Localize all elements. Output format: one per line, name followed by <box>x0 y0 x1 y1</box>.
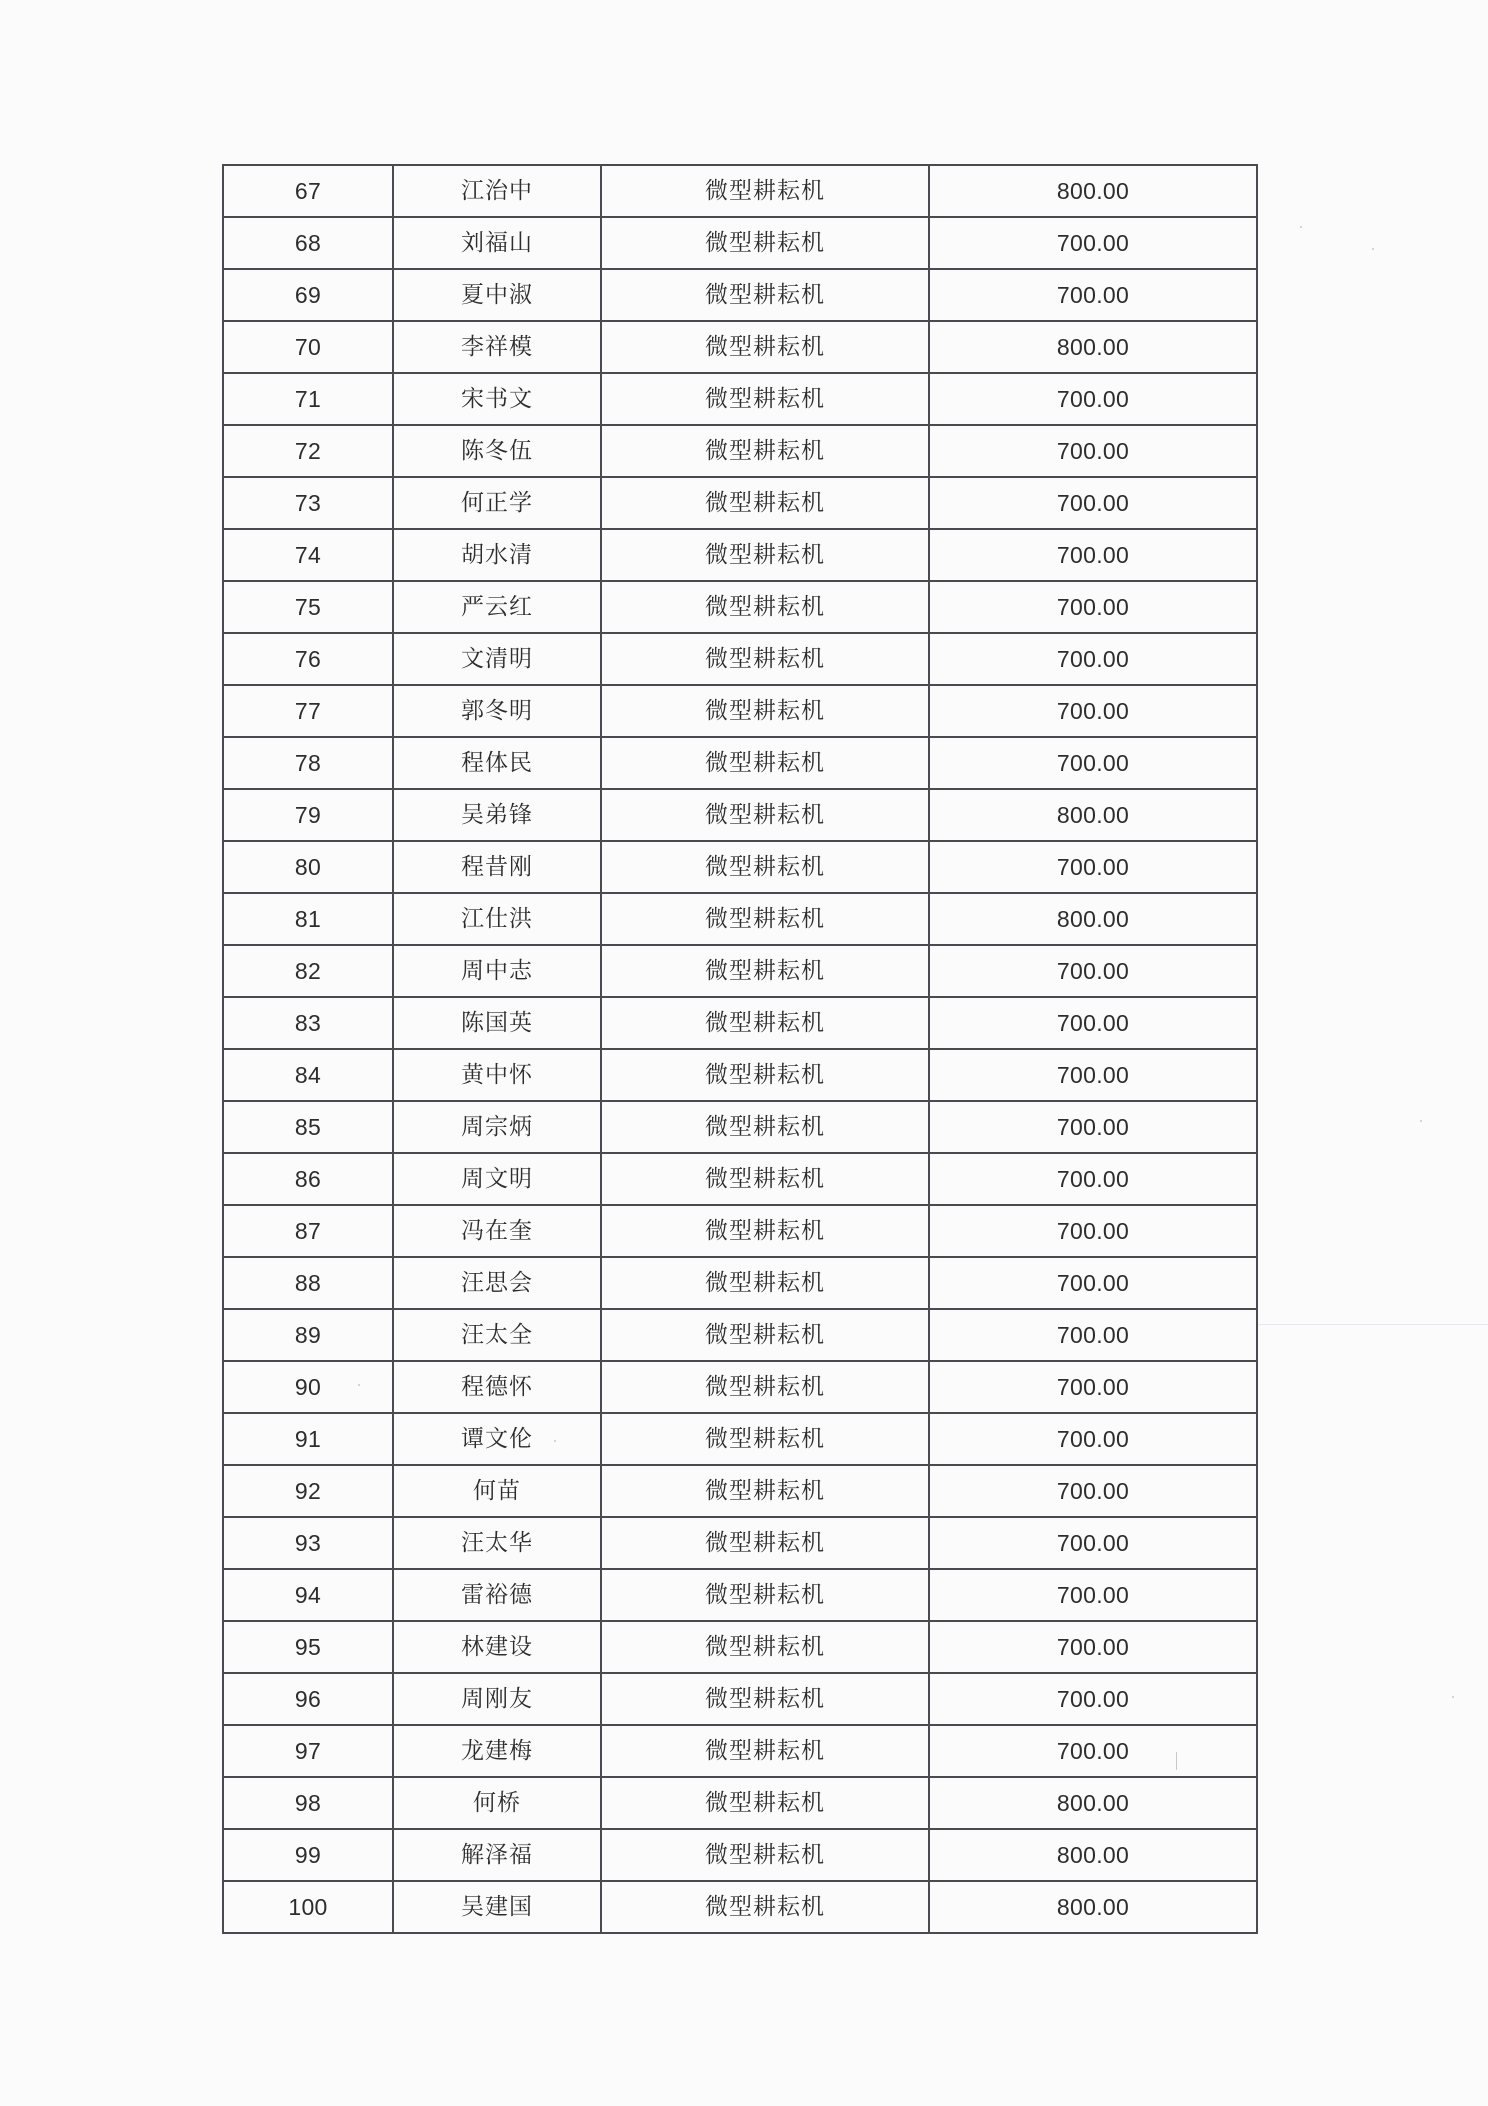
row-number-cell: 97 <box>223 1725 393 1777</box>
name-cell: 程体民 <box>393 737 601 789</box>
name-cell: 雷裕德 <box>393 1569 601 1621</box>
row-number-cell: 86 <box>223 1153 393 1205</box>
name-cell: 郭冬明 <box>393 685 601 737</box>
row-number-cell: 89 <box>223 1309 393 1361</box>
subsidy-amount-cell: 800.00 <box>929 893 1257 945</box>
table-row <box>223 1049 1257 1101</box>
row-number-cell: 84 <box>223 1049 393 1101</box>
row-number-cell: 87 <box>223 1205 393 1257</box>
machine-type-cell: 微型耕耘机 <box>601 1673 929 1725</box>
subsidy-amount-cell: 700.00 <box>929 997 1257 1049</box>
name-cell: 吴建国 <box>393 1881 601 1933</box>
row-number-cell: 93 <box>223 1517 393 1569</box>
table-row <box>223 165 1257 217</box>
machine-type-cell: 微型耕耘机 <box>601 1569 929 1621</box>
machine-type-cell: 微型耕耘机 <box>601 1881 929 1933</box>
name-cell: 汪太全 <box>393 1309 601 1361</box>
row-number-cell: 76 <box>223 633 393 685</box>
table-row <box>223 1465 1257 1517</box>
subsidy-amount-cell: 800.00 <box>929 789 1257 841</box>
scan-speck <box>1300 226 1302 228</box>
machine-type-cell: 微型耕耘机 <box>601 477 929 529</box>
name-cell: 汪太华 <box>393 1517 601 1569</box>
scan-artifact-line <box>1256 1324 1488 1325</box>
subsidy-roster-table <box>222 164 1258 1934</box>
machine-type-cell: 微型耕耘机 <box>601 1309 929 1361</box>
table-row <box>223 269 1257 321</box>
machine-type-cell: 微型耕耘机 <box>601 269 929 321</box>
name-cell: 冯在奎 <box>393 1205 601 1257</box>
row-number-cell: 71 <box>223 373 393 425</box>
machine-type-cell: 微型耕耘机 <box>601 1361 929 1413</box>
machine-type-cell: 微型耕耘机 <box>601 789 929 841</box>
subsidy-amount-cell: 700.00 <box>929 217 1257 269</box>
row-number-cell: 92 <box>223 1465 393 1517</box>
table-row <box>223 1881 1257 1933</box>
machine-type-cell: 微型耕耘机 <box>601 945 929 997</box>
name-cell: 吴弟锋 <box>393 789 601 841</box>
subsidy-amount-cell: 800.00 <box>929 165 1257 217</box>
table-row <box>223 1153 1257 1205</box>
row-number-cell: 72 <box>223 425 393 477</box>
subsidy-amount-cell: 700.00 <box>929 1153 1257 1205</box>
subsidy-amount-cell: 700.00 <box>929 477 1257 529</box>
machine-type-cell: 微型耕耘机 <box>601 1517 929 1569</box>
subsidy-amount-cell: 700.00 <box>929 1361 1257 1413</box>
table-row <box>223 581 1257 633</box>
name-cell: 夏中淑 <box>393 269 601 321</box>
table-row <box>223 893 1257 945</box>
subsidy-amount-cell: 700.00 <box>929 1101 1257 1153</box>
name-cell: 江治中 <box>393 165 601 217</box>
machine-type-cell: 微型耕耘机 <box>601 997 929 1049</box>
name-cell: 陈国英 <box>393 997 601 1049</box>
machine-type-cell: 微型耕耘机 <box>601 529 929 581</box>
subsidy-amount-cell: 700.00 <box>929 1569 1257 1621</box>
row-number-cell: 100 <box>223 1881 393 1933</box>
subsidy-amount-cell: 700.00 <box>929 685 1257 737</box>
subsidy-amount-cell: 700.00 <box>929 1517 1257 1569</box>
table-row <box>223 1621 1257 1673</box>
table-row <box>223 1257 1257 1309</box>
subsidy-amount-cell: 700.00 <box>929 1673 1257 1725</box>
row-number-cell: 82 <box>223 945 393 997</box>
name-cell: 解泽福 <box>393 1829 601 1881</box>
table-row <box>223 321 1257 373</box>
table-row <box>223 1101 1257 1153</box>
row-number-cell: 70 <box>223 321 393 373</box>
name-cell: 宋书文 <box>393 373 601 425</box>
machine-type-cell: 微型耕耘机 <box>601 737 929 789</box>
subsidy-amount-cell: 800.00 <box>929 321 1257 373</box>
scan-speck <box>1372 248 1374 250</box>
name-cell: 周文明 <box>393 1153 601 1205</box>
table-row <box>223 997 1257 1049</box>
name-cell: 周刚友 <box>393 1673 601 1725</box>
machine-type-cell: 微型耕耘机 <box>601 841 929 893</box>
subsidy-amount-cell: 700.00 <box>929 425 1257 477</box>
roster-table-body <box>223 165 1257 1933</box>
machine-type-cell: 微型耕耘机 <box>601 1153 929 1205</box>
table-row <box>223 1569 1257 1621</box>
name-cell: 胡水清 <box>393 529 601 581</box>
machine-type-cell: 微型耕耘机 <box>601 165 929 217</box>
subsidy-amount-cell: 700.00 <box>929 1205 1257 1257</box>
machine-type-cell: 微型耕耘机 <box>601 425 929 477</box>
table-row <box>223 789 1257 841</box>
row-number-cell: 78 <box>223 737 393 789</box>
machine-type-cell: 微型耕耘机 <box>601 1205 929 1257</box>
row-number-cell: 68 <box>223 217 393 269</box>
subsidy-amount-cell: 700.00 <box>929 1413 1257 1465</box>
table-row <box>223 945 1257 997</box>
subsidy-amount-cell: 700.00 <box>929 1309 1257 1361</box>
subsidy-amount-cell: 700.00 <box>929 1621 1257 1673</box>
machine-type-cell: 微型耕耘机 <box>601 1465 929 1517</box>
row-number-cell: 75 <box>223 581 393 633</box>
table-row <box>223 477 1257 529</box>
row-number-cell: 74 <box>223 529 393 581</box>
machine-type-cell: 微型耕耘机 <box>601 1049 929 1101</box>
row-number-cell: 94 <box>223 1569 393 1621</box>
row-number-cell: 67 <box>223 165 393 217</box>
subsidy-amount-cell: 700.00 <box>929 737 1257 789</box>
name-cell: 龙建梅 <box>393 1725 601 1777</box>
name-cell: 谭文伦 <box>393 1413 601 1465</box>
table-row <box>223 1777 1257 1829</box>
name-cell: 周宗炳 <box>393 1101 601 1153</box>
subsidy-amount-cell: 700.00 <box>929 1049 1257 1101</box>
table-row <box>223 737 1257 789</box>
machine-type-cell: 微型耕耘机 <box>601 1621 929 1673</box>
table-row <box>223 425 1257 477</box>
machine-type-cell: 微型耕耘机 <box>601 1257 929 1309</box>
row-number-cell: 91 <box>223 1413 393 1465</box>
table-row <box>223 1361 1257 1413</box>
name-cell: 周中志 <box>393 945 601 997</box>
row-number-cell: 95 <box>223 1621 393 1673</box>
table-row <box>223 373 1257 425</box>
machine-type-cell: 微型耕耘机 <box>601 373 929 425</box>
subsidy-amount-cell: 700.00 <box>929 633 1257 685</box>
table-row <box>223 1205 1257 1257</box>
machine-type-cell: 微型耕耘机 <box>601 633 929 685</box>
scan-speck <box>1420 1120 1422 1122</box>
machine-type-cell: 微型耕耘机 <box>601 1725 929 1777</box>
row-number-cell: 85 <box>223 1101 393 1153</box>
subsidy-amount-cell: 800.00 <box>929 1881 1257 1933</box>
row-number-cell: 81 <box>223 893 393 945</box>
name-cell: 程昔刚 <box>393 841 601 893</box>
row-number-cell: 98 <box>223 1777 393 1829</box>
name-cell: 江仕洪 <box>393 893 601 945</box>
table-row <box>223 1829 1257 1881</box>
row-number-cell: 77 <box>223 685 393 737</box>
machine-type-cell: 微型耕耘机 <box>601 217 929 269</box>
name-cell: 汪思会 <box>393 1257 601 1309</box>
machine-type-cell: 微型耕耘机 <box>601 685 929 737</box>
name-cell: 文清明 <box>393 633 601 685</box>
table-row <box>223 1725 1257 1777</box>
name-cell: 程德怀 <box>393 1361 601 1413</box>
table-row <box>223 217 1257 269</box>
machine-type-cell: 微型耕耘机 <box>601 1413 929 1465</box>
machine-type-cell: 微型耕耘机 <box>601 1101 929 1153</box>
machine-type-cell: 微型耕耘机 <box>601 1829 929 1881</box>
subsidy-amount-cell: 700.00 <box>929 841 1257 893</box>
subsidy-amount-cell: 700.00 <box>929 1465 1257 1517</box>
row-number-cell: 88 <box>223 1257 393 1309</box>
scan-speck <box>1452 1696 1454 1698</box>
table-row <box>223 633 1257 685</box>
table-row <box>223 1673 1257 1725</box>
subsidy-amount-cell: 700.00 <box>929 581 1257 633</box>
row-number-cell: 90 <box>223 1361 393 1413</box>
name-cell: 刘福山 <box>393 217 601 269</box>
row-number-cell: 69 <box>223 269 393 321</box>
name-cell: 林建设 <box>393 1621 601 1673</box>
name-cell: 何苗 <box>393 1465 601 1517</box>
machine-type-cell: 微型耕耘机 <box>601 893 929 945</box>
subsidy-amount-cell: 800.00 <box>929 1829 1257 1881</box>
machine-type-cell: 微型耕耘机 <box>601 321 929 373</box>
table-row <box>223 1309 1257 1361</box>
row-number-cell: 80 <box>223 841 393 893</box>
table-row <box>223 1413 1257 1465</box>
subsidy-amount-cell: 700.00 <box>929 373 1257 425</box>
row-number-cell: 96 <box>223 1673 393 1725</box>
machine-type-cell: 微型耕耘机 <box>601 1777 929 1829</box>
name-cell: 何正学 <box>393 477 601 529</box>
row-number-cell: 83 <box>223 997 393 1049</box>
row-number-cell: 79 <box>223 789 393 841</box>
subsidy-amount-cell: 700.00 <box>929 269 1257 321</box>
subsidy-amount-cell: 700.00 <box>929 529 1257 581</box>
subsidy-amount-cell: 700.00 <box>929 1725 1257 1777</box>
name-cell: 何桥 <box>393 1777 601 1829</box>
table-row <box>223 529 1257 581</box>
name-cell: 陈冬伍 <box>393 425 601 477</box>
name-cell: 严云红 <box>393 581 601 633</box>
row-number-cell: 99 <box>223 1829 393 1881</box>
row-number-cell: 73 <box>223 477 393 529</box>
subsidy-amount-cell: 800.00 <box>929 1777 1257 1829</box>
name-cell: 李祥模 <box>393 321 601 373</box>
table-row <box>223 685 1257 737</box>
subsidy-amount-cell: 700.00 <box>929 945 1257 997</box>
name-cell: 黄中怀 <box>393 1049 601 1101</box>
table-row <box>223 841 1257 893</box>
subsidy-amount-cell: 700.00 <box>929 1257 1257 1309</box>
table-row <box>223 1517 1257 1569</box>
machine-type-cell: 微型耕耘机 <box>601 581 929 633</box>
